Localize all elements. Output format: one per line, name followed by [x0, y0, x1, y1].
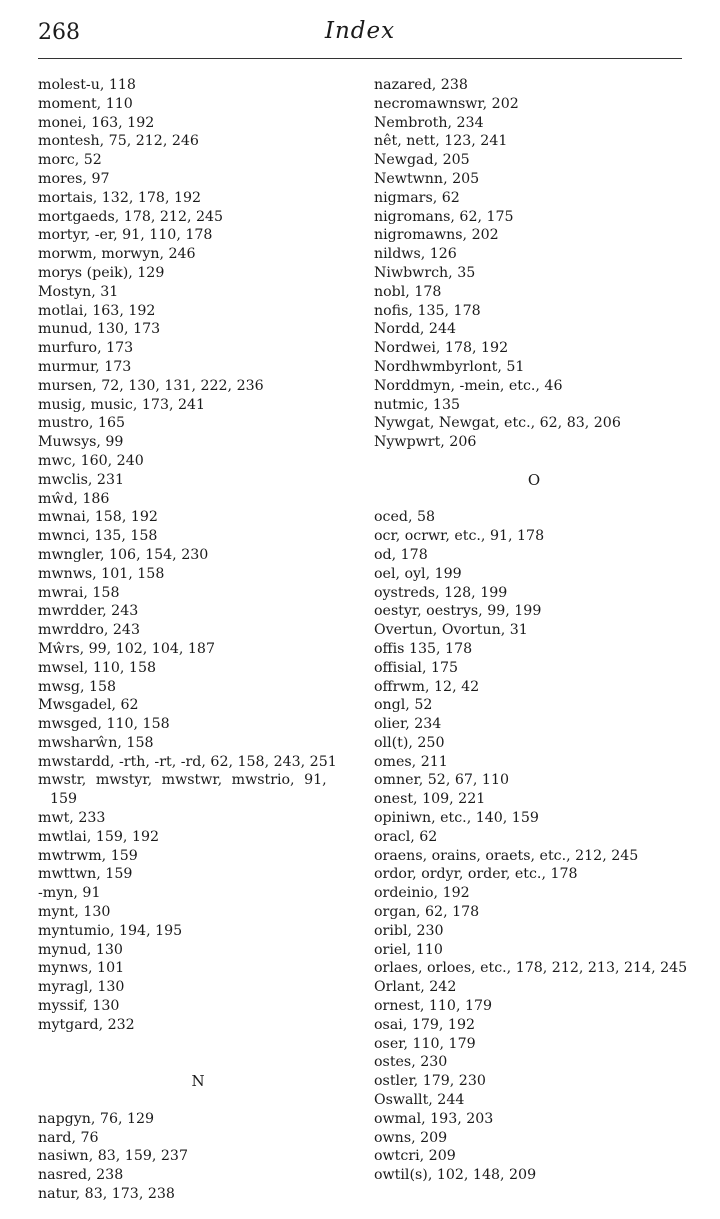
index-entry: oestyr, oestrys, 99, 199	[374, 603, 542, 620]
index-entry: mynt, 130	[38, 904, 111, 921]
index-entry: mortais, 132, 178, 192	[38, 189, 202, 206]
index-entry: omner, 52, 67, 110	[374, 772, 509, 789]
index-entry: mwttwn, 159	[38, 866, 133, 883]
index-entry: Newgad, 205	[374, 152, 470, 169]
index-entry: Mwsgadel, 62	[38, 697, 139, 714]
page-number: 268	[38, 20, 80, 45]
index-entry: oracl, 62	[374, 828, 438, 845]
index-entry: oll(t), 250	[374, 734, 445, 751]
left-entries-n	[38, 1110, 358, 1204]
index-entry: Nembroth, 234	[374, 114, 484, 131]
index-entry: onest, 109, 221	[374, 791, 486, 808]
index-entry: orlaes, orloes, etc., 178, 212, 213, 214, 245	[374, 960, 688, 977]
index-entry: mytgard, 232	[38, 1016, 135, 1033]
index-entry: mwsged, 110, 158	[38, 716, 170, 733]
index-entry: offis 135, 178	[374, 640, 473, 657]
index-entry: ostler, 179, 230	[374, 1073, 486, 1090]
index-entry: mursen, 72, 130, 131, 222, 236	[38, 377, 264, 394]
index-entry: oriel, 110	[374, 941, 443, 958]
left-column	[38, 76, 358, 1204]
index-entry: ocr, ocrwr, etc., 91, 178	[374, 528, 545, 545]
index-entry: moment, 110	[38, 95, 133, 112]
index-entry: ordor, ordyr, order, etc., 178	[374, 866, 578, 883]
index-entry: murfuro, 173	[38, 340, 134, 357]
index-entry: murmur, 173	[38, 358, 132, 375]
index-entry: owmal, 193, 203	[374, 1110, 494, 1127]
index-entry: myssif, 130	[38, 998, 120, 1015]
index-entry: mwstr, mwstyr, mwstwr, mwstrio, 91,	[38, 772, 327, 789]
index-entry: nobl, 178	[374, 283, 442, 300]
index-entry: mwrdder, 243	[38, 603, 139, 620]
index-entry: mwsel, 110, 158	[38, 659, 157, 676]
index-entry: olier, 234	[374, 716, 442, 733]
header-rule	[38, 58, 682, 59]
index-entry: nazared, 238	[374, 77, 468, 93]
index-entry: myntumio, 194, 195	[38, 922, 183, 939]
index-entry: mwsg, 158	[38, 678, 117, 695]
index-entry: oced, 58	[374, 509, 436, 526]
index-entry: omes, 211	[374, 753, 448, 770]
index-entry: od, 178	[374, 546, 428, 563]
index-entry: Nordwei, 178, 192	[374, 340, 509, 357]
index-entry: mwt, 233	[38, 810, 106, 827]
index-entry: motlai, 163, 192	[38, 302, 156, 319]
section-letter-n: N	[191, 1072, 205, 1091]
index-entry: mwnws, 101, 158	[38, 565, 165, 582]
index-entry: oystreds, 128, 199	[374, 584, 508, 601]
index-entry-continuation: 159	[50, 791, 78, 808]
index-entry: nigromans, 62, 175	[374, 208, 514, 225]
index-entry: ordeinio, 192	[374, 885, 470, 902]
index-entry: nêt, nett, 123, 241	[374, 133, 508, 150]
index-entry: organ, 62, 178	[374, 904, 480, 921]
index-entry: Newtwnn, 205	[374, 170, 480, 187]
index-entry: mwc, 160, 240	[38, 452, 144, 469]
index-entry: offrwm, 12, 42	[374, 678, 480, 695]
index-entry: oribl, 230	[374, 922, 444, 939]
index-entry: mortyr, -er, 91, 110, 178	[38, 227, 213, 244]
index-entry: owtcri, 209	[374, 1148, 456, 1165]
index-entry: mwrddro, 243	[38, 622, 140, 639]
index-entry: ornest, 110, 179	[374, 998, 493, 1015]
index-entry: mwtlai, 159, 192	[38, 828, 160, 845]
index-entry: osai, 179, 192	[374, 1016, 476, 1033]
index-entry: montesh, 75, 212, 246	[38, 133, 199, 150]
right-entries-o	[374, 508, 694, 1185]
index-entry: Overtun, Ovortun, 31	[374, 622, 528, 639]
left-entries-m	[38, 76, 358, 771]
index-entry: ongl, 52	[374, 697, 433, 714]
index-entry: mwstardd, -rth, -rt, -rd, 62, 158, 243, 251	[38, 753, 337, 770]
index-entry: Nordhwmbyrlont, 51	[374, 358, 525, 375]
index-entry: mwngler, 106, 154, 230	[38, 546, 209, 563]
index-entry: nofis, 135, 178	[374, 302, 481, 319]
index-entry: mortgaeds, 178, 212, 245	[38, 208, 224, 225]
right-entries-n	[374, 76, 694, 452]
index-entry: mustro, 165	[38, 415, 125, 432]
index-entry: owns, 209	[374, 1129, 448, 1146]
index-entry: Niwbwrch, 35	[374, 264, 476, 281]
index-entry: nutmic, 135	[374, 396, 461, 413]
index-entry: natur, 83, 173, 238	[38, 1186, 175, 1203]
index-entry: Oswallt, 244	[374, 1092, 465, 1109]
index-entry: Nywgat, Newgat, etc., 62, 83, 206	[374, 415, 621, 432]
right-column	[374, 76, 694, 1185]
index-entry: offisial, 175	[374, 659, 459, 676]
index-entry: monei, 163, 192	[38, 114, 155, 131]
index-entry: morys (peik), 129	[38, 264, 165, 281]
index-entry: nigmars, 62	[374, 189, 460, 206]
index-entry: owtil(s), 102, 148, 209	[374, 1167, 537, 1184]
index-entry: mwsharŵn, 158	[38, 734, 154, 751]
index-entry: oel, oyl, 199	[374, 565, 462, 582]
index-entry: munud, 130, 173	[38, 321, 161, 338]
section-letter-o: O	[527, 470, 541, 489]
index-entry: morc, 52	[38, 152, 102, 169]
index-entry: Nordd, 244	[374, 321, 457, 338]
index-entry: mwnci, 135, 158	[38, 528, 158, 545]
index-entry: napgyn, 76, 129	[38, 1110, 155, 1127]
index-entry: mynud, 130	[38, 941, 123, 958]
index-entry: mores, 97	[38, 170, 110, 187]
index-entry: nasred, 238	[38, 1167, 124, 1184]
index-entry: oser, 110, 179	[374, 1035, 476, 1052]
index-entry: mynws, 101	[38, 960, 125, 977]
index-entry: nard, 76	[38, 1129, 99, 1146]
index-entry: mwclis, 231	[38, 471, 124, 488]
index-entry: nasiwn, 83, 159, 237	[38, 1148, 188, 1165]
left-entries-m-cont	[38, 809, 358, 1035]
index-entry: myragl, 130	[38, 979, 125, 996]
page-header	[38, 18, 682, 52]
index-entry: nigromawns, 202	[374, 227, 499, 244]
index-entry: Mŵrs, 99, 102, 104, 187	[38, 640, 215, 657]
index-entry: molest-u, 118	[38, 77, 136, 93]
index-entry: -myn, 91	[38, 885, 101, 902]
index-entry: opiniwn, etc., 140, 159	[374, 810, 539, 827]
index-entry: Mostyn, 31	[38, 283, 119, 300]
index-entry: morwm, morwyn, 246	[38, 246, 196, 263]
index-entry: nildws, 126	[374, 246, 457, 263]
index-entry: musig, music, 173, 241	[38, 396, 206, 413]
index-entry: Muwsys, 99	[38, 434, 124, 451]
index-entry: necromawnswr, 202	[374, 95, 519, 112]
index-entry: mwrai, 158	[38, 584, 120, 601]
index-entry: mŵd, 186	[38, 490, 110, 507]
index-entry: Nywpwrt, 206	[374, 434, 477, 451]
index-entry: Norddmyn, -mein, etc., 46	[374, 377, 563, 394]
index-entry: ostes, 230	[374, 1054, 448, 1071]
index-entry: Orlant, 242	[374, 979, 457, 996]
index-entry: oraens, orains, oraets, etc., 212, 245	[374, 847, 639, 864]
index-entry: mwnai, 158, 192	[38, 509, 158, 526]
index-entry: mwtrwm, 159	[38, 847, 138, 864]
running-title: Index	[324, 18, 396, 44]
